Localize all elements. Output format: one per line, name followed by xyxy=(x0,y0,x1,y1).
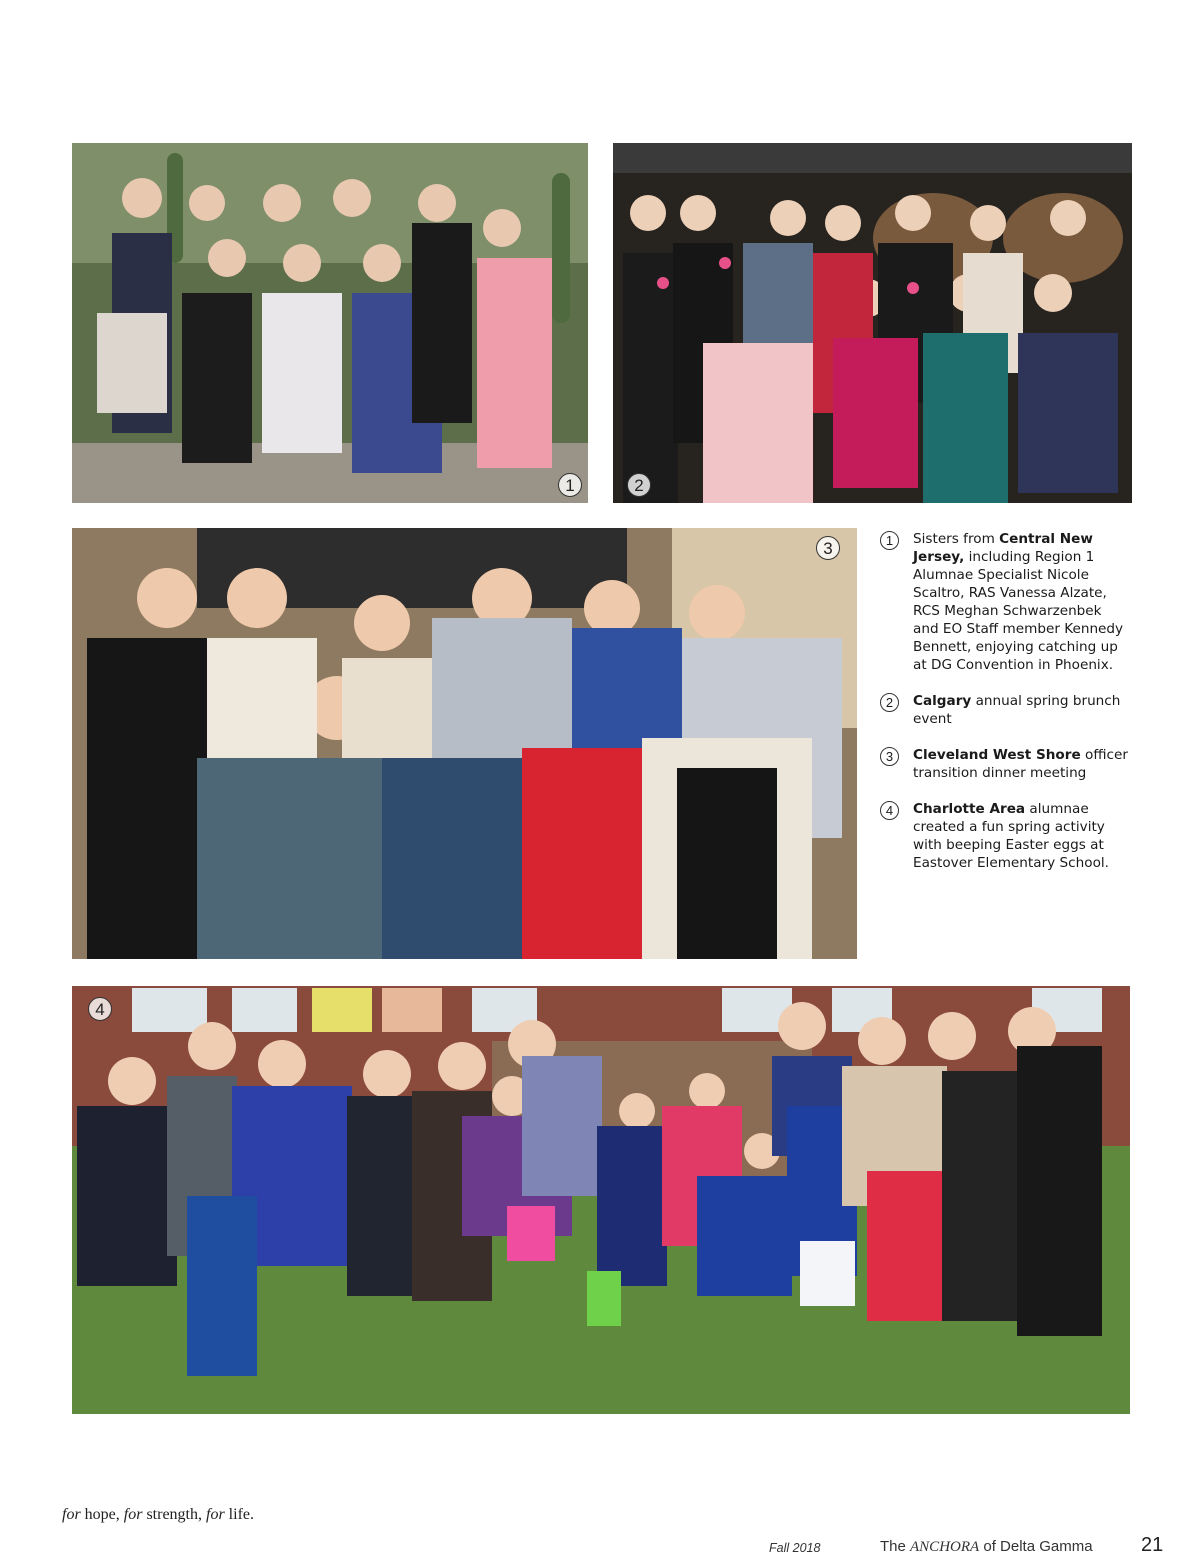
caption-number: 4 xyxy=(880,801,899,820)
group-photo-icon xyxy=(72,528,857,959)
caption-chapter-name: Cleveland West Shore xyxy=(913,747,1081,763)
caption-chapter-name: Central New Jersey, xyxy=(913,531,1093,565)
photo-4-charlotte-area xyxy=(72,986,1130,1414)
page-number: 21 xyxy=(1141,1534,1164,1556)
caption-chapter-name: Charlotte Area xyxy=(913,801,1026,817)
footer-publication-name: The ANCHORA of Delta Gamma xyxy=(880,1538,1093,1555)
caption-3: 3 Cleveland West Shore officer transition dinner meeting xyxy=(878,746,1128,782)
photo-1-central-new-jersey xyxy=(72,143,588,503)
caption-4: 4 Charlotte Area alumnae created a fun spring activity with beeping Easter eggs at Eastover Elementary School. xyxy=(878,800,1128,872)
caption-chapter-name: Calgary xyxy=(913,693,972,709)
footer-issue-date: Fall 2018 xyxy=(769,1541,821,1555)
photo-number-badge: 4 xyxy=(88,997,112,1021)
footer-tagline: for hope, for strength, for life. xyxy=(62,1506,254,1523)
photo-number-badge: 1 xyxy=(558,473,582,497)
photo-captions xyxy=(878,530,1128,890)
photo-number-badge: 2 xyxy=(627,473,651,497)
caption-2: 2 Calgary annual spring brunch event xyxy=(878,692,1128,728)
group-photo-icon xyxy=(72,143,588,503)
caption-number: 1 xyxy=(880,531,899,550)
group-photo-icon xyxy=(72,986,1130,1414)
caption-1: 1 Sisters from Central New Jersey, including Region 1 Alumnae Specialist Nicole Scaltro, RAS Vanessa Alzate, RCS Meghan Schwarzenbek and EO Staff member Kennedy Bennett, enjoying catching up at DG Convention in Phoenix. xyxy=(878,530,1128,674)
photo-3-cleveland-west-shore xyxy=(72,528,857,959)
group-photo-icon xyxy=(613,143,1132,503)
caption-number: 2 xyxy=(880,693,899,712)
photo-number-badge: 3 xyxy=(816,536,840,560)
photo-2-calgary xyxy=(613,143,1132,503)
caption-number: 3 xyxy=(880,747,899,766)
